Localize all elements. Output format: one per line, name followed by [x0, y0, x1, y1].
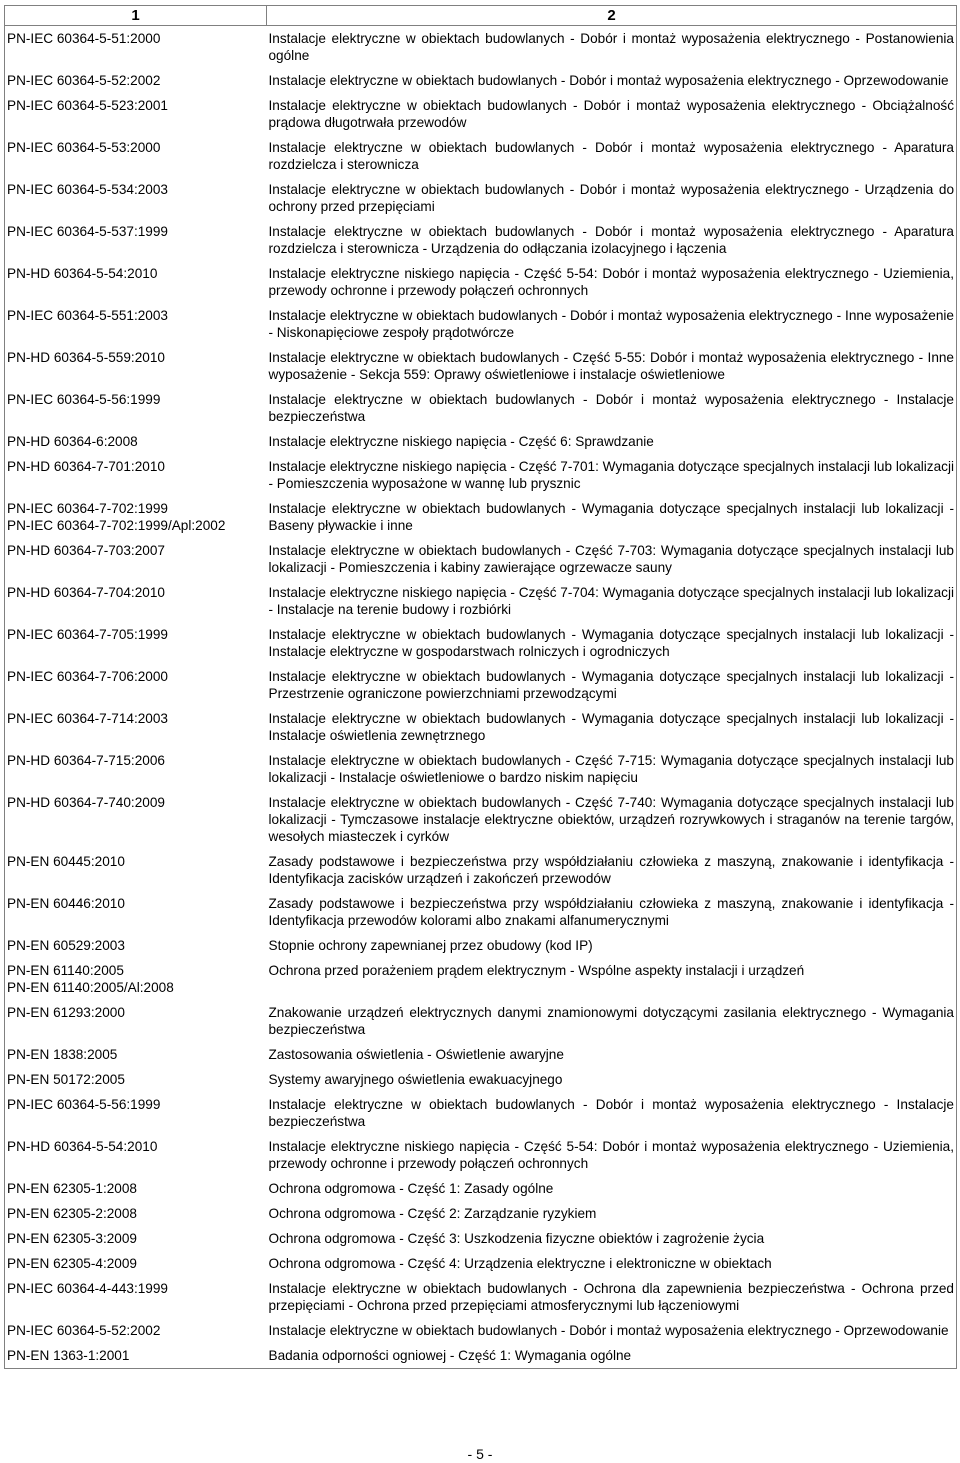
standard-title: Instalacje elektryczne w obiektach budowlanych - Dobór i montaż wyposażenia elektrycznego - Obciążalność prądowa długotrwała przewodów [268, 98, 954, 130]
page-number: - 5 - [467, 1446, 493, 1462]
standard-title: Instalacje elektryczne w obiektach budowlanych - Wymagania dotyczące specjalnych instalacji lub lokalizacji - Przestrzenie ograniczone powierzchniami przewodzącymi [268, 669, 954, 701]
standard-code: PN-IEC 60364-5-53:2000 [7, 140, 161, 155]
table-row [5, 1000, 957, 1042]
table-row [5, 538, 957, 580]
standard-title: Ochrona odgromowa - Część 2: Zarządzanie ryzykiem [268, 1206, 597, 1221]
table-row [5, 580, 957, 622]
standard-title: Instalacje elektryczne w obiektach budowlanych - Część 7-703: Wymagania dotyczące specjalnych instalacji lub lokalizacji - Pomieszczenia i kabiny zawierające ogrzewacze sauny [268, 543, 954, 575]
standard-code: PN-EN 62305-3:2009 [7, 1231, 137, 1246]
standard-code: PN-EN 61293:2000 [7, 1005, 125, 1020]
standard-code: PN-IEC 60364-7-702:1999 PN-IEC 60364-7-702:1999/Apl:2002 [7, 501, 226, 533]
standard-title: Stopnie ochrony zapewnianej przez obudowy (kod IP) [268, 938, 593, 953]
standard-title: Zasady podstawowe i bezpieczeństwa przy współdziałaniu człowieka z maszyną, znakowanie i identyfikacja - Identyfikacja przewodów kolorami albo znakami alfanumerycznymi [268, 896, 954, 928]
table-row [5, 958, 957, 1000]
table-row [5, 26, 957, 69]
standard-title: Znakowanie urządzeń elektrycznych danymi znamionowymi dotyczącymi zasilania elektrycznego - Wymagania bezpieczeństwa [268, 1005, 954, 1037]
standard-code: PN-IEC 60364-7-714:2003 [7, 711, 168, 726]
table-row [5, 345, 957, 387]
table-row [5, 1067, 957, 1092]
table-row [5, 790, 957, 849]
standard-title: Instalacje elektryczne niskiego napięcia - Część 5-54: Dobór i montaż wyposażenia elektrycznego - Uziemienia, przewody ochronne i przewody połączeń ochronnych [268, 1139, 954, 1171]
standard-code: PN-HD 60364-7-704:2010 [7, 585, 165, 600]
standard-title: Instalacje elektryczne w obiektach budowlanych - Dobór i montaż wyposażenia elektrycznego - Inne wyposażenie - Niskonapięciowe zespoły prądotwórcze [268, 308, 954, 340]
standard-code: PN-EN 60529:2003 [7, 938, 125, 953]
table-row [5, 1226, 957, 1251]
standard-title: Instalacje elektryczne niskiego napięcia - Część 6: Sprawdzanie [268, 434, 654, 449]
standard-code: PN-IEC 60364-5-51:2000 [7, 31, 161, 46]
table-row [5, 1201, 957, 1226]
table-row [5, 748, 957, 790]
standard-title: Instalacje elektryczne w obiektach budowlanych - Wymagania dotyczące specjalnych instalacji lub lokalizacji - Instalacje elektryczne w gospodarstwach rolniczych i ogrodniczych [268, 627, 954, 659]
standard-code: PN-HD 60364-5-559:2010 [7, 350, 165, 365]
table-row [5, 1176, 957, 1201]
standard-title: Badania odporności ogniowej - Część 1: Wymagania ogólne [268, 1348, 632, 1363]
standard-title: Instalacje elektryczne niskiego napięcia - Część 7-701: Wymagania dotyczące specjalnych instalacji lub lokalizacji - Pomieszczenia wyposażone w wannę lub prysznic [268, 459, 954, 491]
standard-code: PN-IEC 60364-7-706:2000 [7, 669, 168, 684]
standard-title: Ochrona odgromowa - Część 4: Urządzenia elektryczne i elektroniczne w obiektach [268, 1256, 772, 1271]
table-row [5, 135, 957, 177]
standard-code: PN-IEC 60364-5-52:2002 [7, 1323, 161, 1338]
table-row [5, 1251, 957, 1276]
standard-code: PN-EN 60446:2010 [7, 896, 125, 911]
standard-code: PN-IEC 60364-5-56:1999 [7, 392, 161, 407]
standard-code: PN-IEC 60364-5-56:1999 [7, 1097, 161, 1112]
standard-code: PN-EN 1363-1:2001 [7, 1348, 130, 1363]
table-row [5, 429, 957, 454]
table-row [5, 664, 957, 706]
table-row [5, 261, 957, 303]
standard-title: Instalacje elektryczne w obiektach budowlanych - Dobór i montaż wyposażenia elektrycznego - Postanowienia ogólne [268, 31, 954, 63]
column-header-2: 2 [267, 6, 957, 26]
standard-title: Ochrona przed porażeniem prądem elektrycznym - Wspólne aspekty instalacji i urządzeń [268, 963, 805, 978]
standard-title: Instalacje elektryczne niskiego napięcia - Część 5-54: Dobór i montaż wyposażenia elektrycznego - Uziemienia, przewody ochronne i przewody połączeń ochronnych [268, 266, 954, 298]
table-row [5, 1092, 957, 1134]
standards-table [4, 5, 957, 1369]
standard-title: Instalacje elektryczne w obiektach budowlanych - Część 5-55: Dobór i montaż wyposażenia elektrycznego - Inne wyposażenie - Sekcja 559: Oprawy oświetleniowe i instalacje oświetleniowe [268, 350, 954, 382]
standard-code: PN-HD 60364-7-701:2010 [7, 459, 165, 474]
standard-code: PN-HD 60364-5-54:2010 [7, 1139, 158, 1154]
table-row [5, 177, 957, 219]
table-row [5, 933, 957, 958]
table-row [5, 622, 957, 664]
table-row [5, 1042, 957, 1067]
standard-title: Instalacje elektryczne w obiektach budowlanych - Dobór i montaż wyposażenia elektrycznego - Oprzewodowanie [268, 1323, 949, 1338]
standard-code: PN-HD 60364-6:2008 [7, 434, 138, 449]
table-row [5, 454, 957, 496]
standard-code: PN-HD 60364-5-54:2010 [7, 266, 158, 281]
table-row [5, 68, 957, 93]
standard-title: Instalacje elektryczne w obiektach budowlanych - Ochrona dla zapewnienia bezpieczeństwa - Ochrona przed przepięciami - Ochrona przed przepięciami atmosferycznymi lub łączeniowymi [268, 1281, 954, 1313]
standard-code: PN-EN 61140:2005 PN-EN 61140:2005/Al:2008 [7, 963, 174, 995]
standard-code: PN-HD 60364-7-703:2007 [7, 543, 165, 558]
standard-code: PN-IEC 60364-7-705:1999 [7, 627, 168, 642]
standard-code: PN-IEC 60364-5-537:1999 [7, 224, 168, 239]
standard-code: PN-IEC 60364-5-52:2002 [7, 73, 161, 88]
table-row [5, 1276, 957, 1318]
table-row [5, 219, 957, 261]
standard-code: PN-IEC 60364-5-551:2003 [7, 308, 168, 323]
standard-code: PN-HD 60364-7-715:2006 [7, 753, 165, 768]
table-row [5, 387, 957, 429]
standard-code: PN-EN 62305-1:2008 [7, 1181, 137, 1196]
standard-title: Ochrona odgromowa - Część 1: Zasady ogólne [268, 1181, 554, 1196]
standard-code: PN-EN 60445:2010 [7, 854, 125, 869]
standard-title: Instalacje elektryczne w obiektach budowlanych - Dobór i montaż wyposażenia elektrycznego - Oprzewodowanie [268, 73, 949, 88]
table-row [5, 849, 957, 891]
standard-code: PN-EN 62305-2:2008 [7, 1206, 137, 1221]
table-row [5, 1134, 957, 1176]
standard-title: Instalacje elektryczne w obiektach budowlanych - Dobór i montaż wyposażenia elektrycznego - Instalacje bezpieczeństwa [268, 392, 954, 424]
table-row [5, 496, 957, 538]
standard-title: Instalacje elektryczne w obiektach budowlanych - Dobór i montaż wyposażenia elektrycznego - Aparatura rozdzielcza i sterownicza [268, 140, 954, 172]
standard-title: Instalacje elektryczne w obiektach budowlanych - Dobór i montaż wyposażenia elektrycznego - Urządzenia do ochrony przed przepięciami [268, 182, 954, 214]
standard-title: Instalacje elektryczne w obiektach budowlanych - Część 7-740: Wymagania dotyczące specjalnych instalacji lub lokalizacji - Tymczasowe instalacje elektryczne obiektów, urządzeń rozrywkowych i straganów na terenie targów, wesołych miasteczek i cyrków [268, 795, 954, 844]
standard-code: PN-HD 60364-7-740:2009 [7, 795, 165, 810]
table-header-row [5, 6, 957, 26]
standard-title: Instalacje elektryczne w obiektach budowlanych - Dobór i montaż wyposażenia elektrycznego - Instalacje bezpieczeństwa [268, 1097, 954, 1129]
standard-title: Zasady podstawowe i bezpieczeństwa przy współdziałaniu człowieka z maszyną, znakowanie i identyfikacja - Identyfikacja zacisków urządzeń i zakończeń przewodów [268, 854, 954, 886]
standard-code: PN-EN 62305-4:2009 [7, 1256, 137, 1271]
standard-code: PN-EN 1838:2005 [7, 1047, 118, 1062]
column-header-1: 1 [5, 6, 267, 26]
standard-title: Zastosowania oświetlenia - Oświetlenie awaryjne [268, 1047, 564, 1062]
standard-code: PN-IEC 60364-5-523:2001 [7, 98, 168, 113]
table-row [5, 1318, 957, 1343]
standard-title: Instalacje elektryczne w obiektach budowlanych - Część 7-715: Wymagania dotyczące specjalnych instalacji lub lokalizacji - Instalacje oświetleniowe o bardzo niskim napięciu [268, 753, 954, 785]
standard-code: PN-EN 50172:2005 [7, 1072, 125, 1087]
standard-code: PN-IEC 60364-4-443:1999 [7, 1281, 168, 1296]
table-row [5, 303, 957, 345]
table-row [5, 891, 957, 933]
table-row [5, 93, 957, 135]
standard-title: Ochrona odgromowa - Część 3: Uszkodzenia fizyczne obiektów i zagrożenie życia [268, 1231, 765, 1246]
standard-title: Instalacje elektryczne w obiektach budowlanych - Dobór i montaż wyposażenia elektrycznego - Aparatura rozdzielcza i sterownicza - Urządzenia do odłączania izolacyjnego i łączenia [268, 224, 954, 256]
standard-title: Instalacje elektryczne niskiego napięcia - Część 7-704: Wymagania dotyczące specjalnych instalacji lub lokalizacji - Instalacje na terenie budowy i rozbiórki [268, 585, 954, 617]
standard-title: Systemy awaryjnego oświetlenia ewakuacyjnego [268, 1072, 563, 1087]
standard-title: Instalacje elektryczne w obiektach budowlanych - Wymagania dotyczące specjalnych instalacji lub lokalizacji - Baseny pływackie i inne [268, 501, 954, 533]
table-row [5, 1343, 957, 1369]
standard-title: Instalacje elektryczne w obiektach budowlanych - Wymagania dotyczące specjalnych instalacji lub lokalizacji - Instalacje oświetlenia zewnętrznego [268, 711, 954, 743]
standard-code: PN-IEC 60364-5-534:2003 [7, 182, 168, 197]
table-body [5, 26, 957, 1369]
table-row [5, 706, 957, 748]
